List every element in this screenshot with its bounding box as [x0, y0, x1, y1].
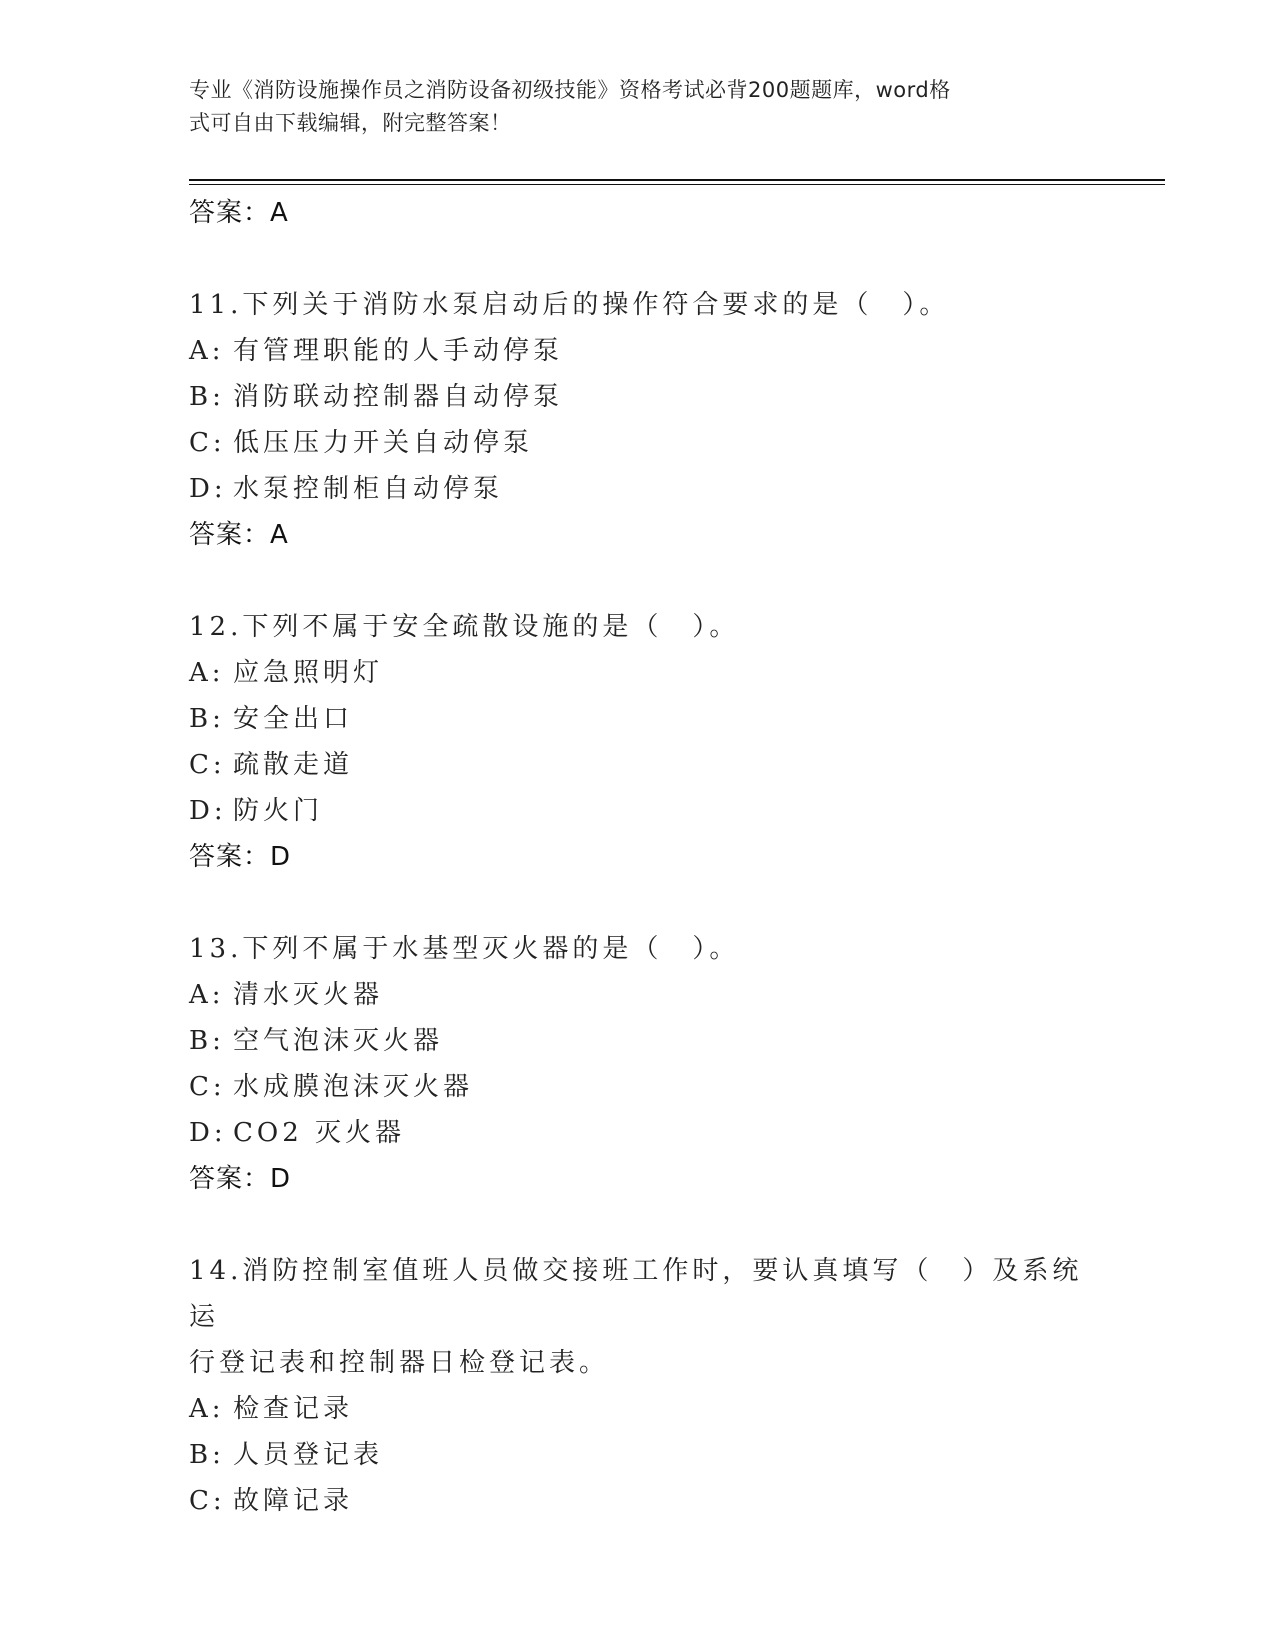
option-text: 防火门	[233, 796, 324, 826]
option-letter: B:	[189, 382, 225, 412]
option-d	[189, 1110, 1089, 1156]
option-letter: B:	[189, 704, 225, 734]
header-divider-thin	[189, 184, 1165, 185]
option-letter: C:	[189, 1072, 226, 1102]
question-block	[189, 1248, 1089, 1524]
answer-line: 答案：D	[189, 1164, 292, 1194]
option-a	[189, 1386, 1089, 1432]
question-block	[189, 282, 1089, 558]
option-c	[189, 742, 1089, 788]
question-stem: 12.下列不属于安全疏散设施的是（ ）。	[189, 612, 740, 642]
option-letter: B:	[189, 1026, 225, 1056]
option-letter: D:	[189, 474, 227, 504]
header-line-2: 式可自由下载编辑，附完整答案！	[189, 111, 512, 135]
question-stem-line-1: 14.消防控制室值班人员做交接班工作时，要认真填写（ ）及系统运	[189, 1256, 1083, 1332]
question-stem: 13.下列不属于水基型灭火器的是（ ）。	[189, 934, 740, 964]
option-c	[189, 1064, 1089, 1110]
option-text: CO2 灭火器	[233, 1118, 406, 1148]
option-text: 消防联动控制器自动停泵	[233, 382, 564, 412]
option-letter: C:	[189, 750, 226, 780]
document-header	[189, 74, 1069, 140]
option-text: 有管理职能的人手动停泵	[233, 336, 564, 366]
option-b	[189, 1432, 1089, 1478]
question-block	[189, 604, 1089, 880]
answer-line: 答案：A	[189, 198, 289, 228]
option-letter: B:	[189, 1440, 225, 1470]
question-list	[189, 190, 1089, 1524]
option-text: 低压压力开关自动停泵	[233, 428, 534, 458]
header-divider	[189, 179, 1165, 181]
option-text: 应急照明灯	[233, 658, 384, 688]
option-letter: C:	[189, 428, 226, 458]
option-c	[189, 420, 1089, 466]
option-d	[189, 788, 1089, 834]
option-text: 水成膜泡沫灭火器	[233, 1072, 474, 1102]
option-letter: C:	[189, 1486, 226, 1516]
option-a	[189, 972, 1089, 1018]
option-text: 安全出口	[233, 704, 354, 734]
option-text: 故障记录	[233, 1486, 354, 1516]
option-letter: A:	[189, 980, 225, 1010]
option-b	[189, 696, 1089, 742]
option-c	[189, 1478, 1089, 1524]
question-block	[189, 926, 1089, 1202]
option-b	[189, 1018, 1089, 1064]
option-text: 人员登记表	[233, 1440, 384, 1470]
option-a	[189, 328, 1089, 374]
question-stem: 11.下列关于消防水泵启动后的操作符合要求的是（ ）。	[189, 290, 950, 320]
option-letter: D:	[189, 796, 227, 826]
option-a	[189, 650, 1089, 696]
option-letter: D:	[189, 1118, 227, 1148]
option-letter: A:	[189, 658, 225, 688]
option-text: 清水灭火器	[233, 980, 384, 1010]
option-d	[189, 466, 1089, 512]
answer-line: 答案：A	[189, 520, 289, 550]
option-b	[189, 374, 1089, 420]
option-letter: A:	[189, 1394, 225, 1424]
question-stem-line-2: 行登记表和控制器日检登记表。	[189, 1348, 610, 1378]
option-letter: A:	[189, 336, 225, 366]
option-text: 检查记录	[233, 1394, 354, 1424]
header-line-1: 专业《消防设施操作员之消防设备初级技能》资格考试必背200题题库，word格	[189, 78, 951, 102]
option-text: 空气泡沫灭火器	[233, 1026, 444, 1056]
option-text: 疏散走道	[233, 750, 354, 780]
option-text: 水泵控制柜自动停泵	[233, 474, 504, 504]
answer-line: 答案：D	[189, 842, 292, 872]
